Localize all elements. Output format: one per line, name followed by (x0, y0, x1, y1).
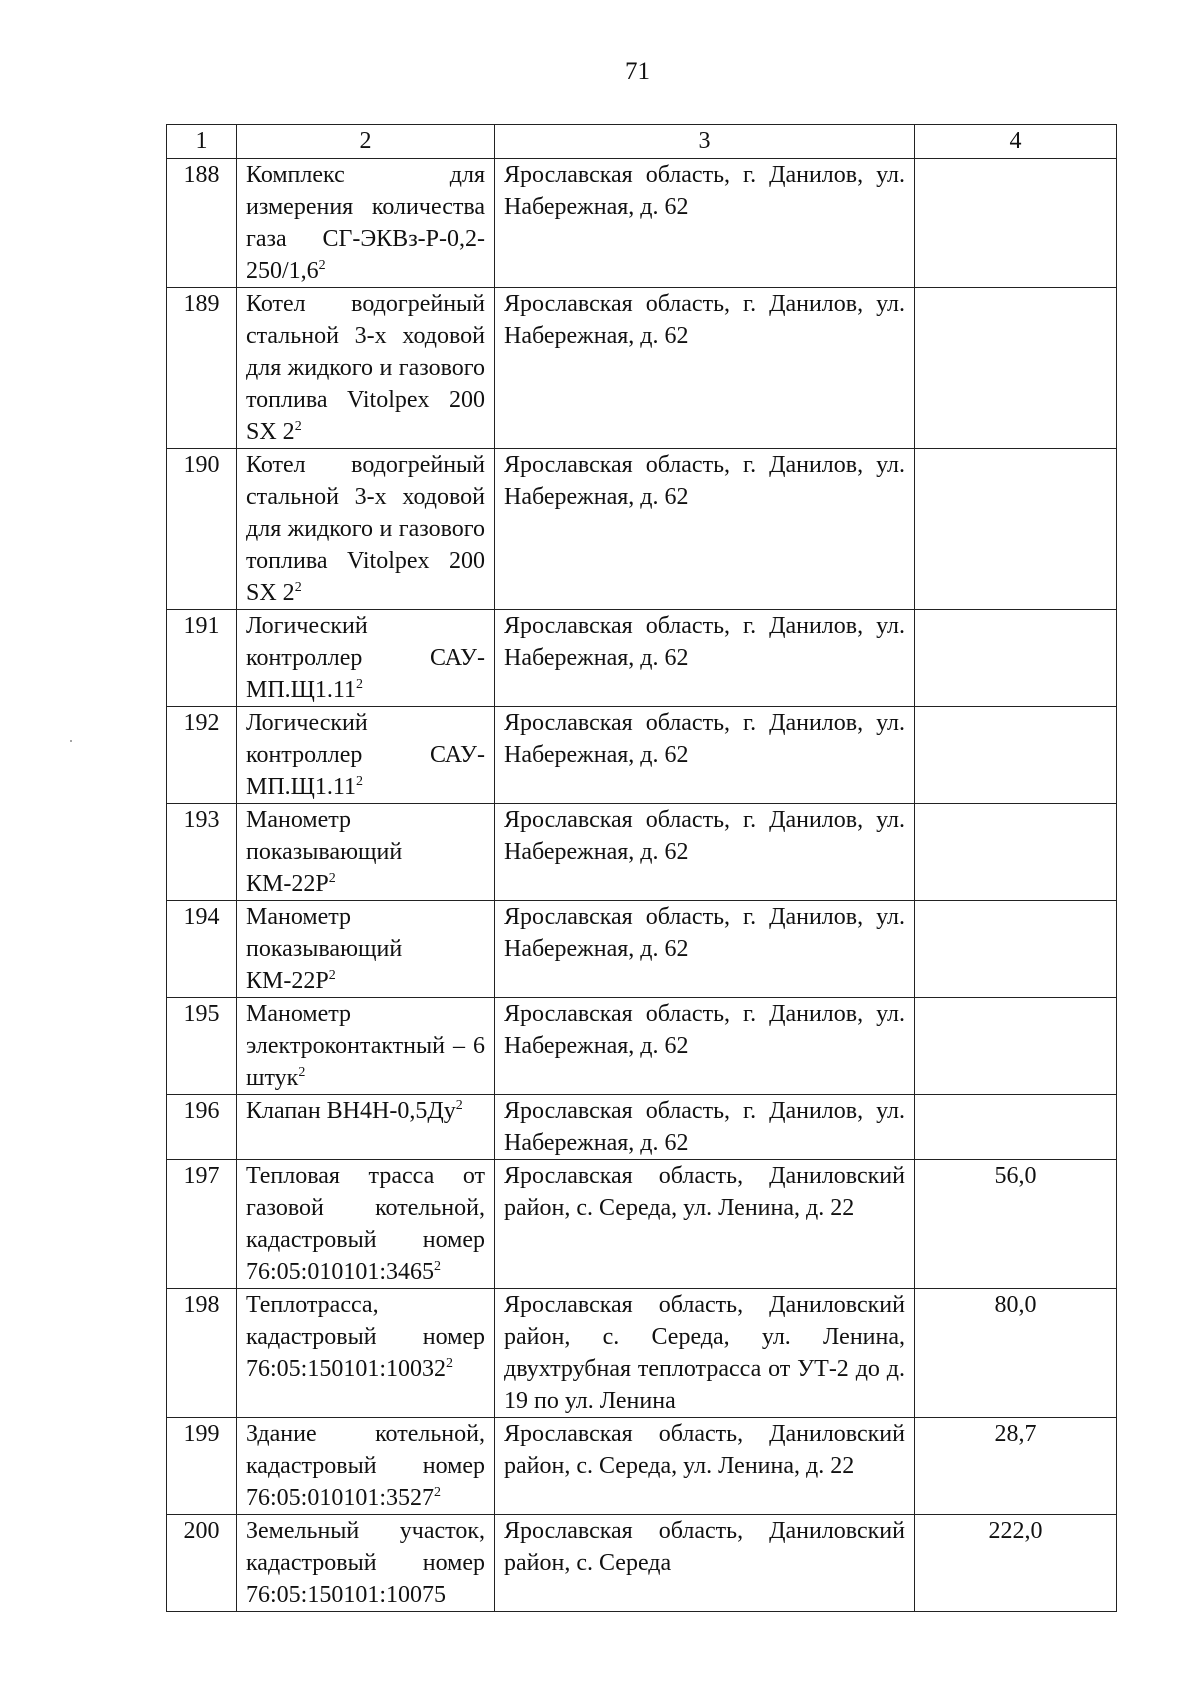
address-cell: Ярославская область, г. Данилов, ул. Набережная, д. 62 (495, 901, 915, 998)
address-cell: Ярославская область, г. Данилов, ул. Набережная, д. 62 (495, 707, 915, 804)
object-name-cell (237, 288, 495, 449)
object-name: Логический контроллер САУ-МП.Щ1.11 (246, 613, 485, 703)
object-name-cell (237, 1289, 495, 1418)
column-header-1: 1 (167, 125, 237, 159)
table-row (167, 159, 1117, 288)
address-cell: Ярославская область, г. Данилов, ул. Набережная, д. 62 (495, 610, 915, 707)
object-name: Манометр показывающий КМ-22Р (246, 904, 403, 994)
object-name-cell (237, 707, 495, 804)
object-name-cell (237, 1160, 495, 1289)
table-row (167, 1095, 1117, 1160)
address-cell: Ярославская область, г. Данилов, ул. Набережная, д. 62 (495, 1095, 915, 1160)
address-cell: Ярославская область, Даниловский район, с. Середа (495, 1515, 915, 1612)
object-name: Тепловая трасса от газовой котельной, кадастровый номер 76:05:010101:3465 (246, 1163, 485, 1285)
row-number: 190 (167, 449, 237, 610)
row-number: 195 (167, 998, 237, 1095)
row-number: 191 (167, 610, 237, 707)
object-name: Котел водогрейный стальной 3-х ходовой для жидкого и газового топлива Vitolpex 200 SX 2 (246, 291, 485, 445)
object-name-cell (237, 449, 495, 610)
object-name: Котел водогрейный стальной 3-х ходовой для жидкого и газового топлива Vitolpex 200 SX 2 (246, 452, 485, 606)
address-cell: Ярославская область, г. Данилов, ул. Набережная, д. 62 (495, 288, 915, 449)
value-cell: 28,7 (915, 1418, 1117, 1515)
table-row (167, 707, 1117, 804)
address-cell: Ярославская область, Даниловский район, с. Середа, ул. Ленина, д. 22 (495, 1418, 915, 1515)
table-row (167, 288, 1117, 449)
footnote-marker: 2 (446, 1356, 454, 1371)
footnote-marker: 2 (434, 1259, 442, 1274)
address-cell: Ярославская область, Даниловский район, с. Середа, ул. Ленина, д. 22 (495, 1160, 915, 1289)
row-number: 188 (167, 159, 237, 288)
object-name: Теплотрасса, кадастровый номер 76:05:150101:10032 (246, 1292, 485, 1382)
page-number: 71 (625, 58, 650, 85)
table-row (167, 1418, 1117, 1515)
object-name: Логический контроллер САУ-МП.Щ1.11 (246, 710, 485, 800)
value-cell (915, 998, 1117, 1095)
scan-artifact (70, 740, 72, 742)
value-cell (915, 1095, 1117, 1160)
object-name-cell (237, 1418, 495, 1515)
table-row (167, 1289, 1117, 1418)
object-name: Манометр электроконтактный – 6 штук (246, 1001, 485, 1091)
table-row (167, 1515, 1117, 1612)
value-cell: 222,0 (915, 1515, 1117, 1612)
value-cell (915, 288, 1117, 449)
object-name-cell (237, 610, 495, 707)
row-number: 199 (167, 1418, 237, 1515)
row-number: 189 (167, 288, 237, 449)
column-header-3: 3 (495, 125, 915, 159)
object-name: Здание котельной, кадастровый номер 76:05:010101:3527 (246, 1421, 485, 1511)
table-row (167, 998, 1117, 1095)
address-cell: Ярославская область, г. Данилов, ул. Набережная, д. 62 (495, 804, 915, 901)
value-cell (915, 804, 1117, 901)
column-header-4: 4 (915, 125, 1117, 159)
address-cell: Ярославская область, г. Данилов, ул. Набережная, д. 62 (495, 449, 915, 610)
row-number: 194 (167, 901, 237, 998)
object-name: Земельный участок, кадастровый номер 76:05:150101:10075 (246, 1518, 485, 1608)
address-cell: Ярославская область, г. Данилов, ул. Набережная, д. 62 (495, 159, 915, 288)
footnote-marker: 2 (455, 1098, 463, 1113)
object-name-cell (237, 998, 495, 1095)
object-name-cell (237, 1515, 495, 1612)
object-name: Клапан ВН4Н-0,5Ду (246, 1098, 456, 1124)
row-number: 192 (167, 707, 237, 804)
row-number: 197 (167, 1160, 237, 1289)
table-row (167, 449, 1117, 610)
row-number: 196 (167, 1095, 237, 1160)
row-number: 193 (167, 804, 237, 901)
footnote-marker: 2 (294, 580, 302, 595)
footnote-marker: 2 (356, 677, 363, 692)
footnote-marker: 2 (328, 871, 336, 886)
column-header-2: 2 (237, 125, 495, 159)
value-cell: 56,0 (915, 1160, 1117, 1289)
address-cell: Ярославская область, г. Данилов, ул. Набережная, д. 62 (495, 998, 915, 1095)
object-name-cell (237, 1095, 495, 1160)
footnote-marker: 2 (434, 1485, 442, 1500)
object-name-cell (237, 804, 495, 901)
footnote-marker: 2 (298, 1065, 306, 1080)
row-number: 200 (167, 1515, 237, 1612)
table-row (167, 804, 1117, 901)
table-row (167, 901, 1117, 998)
value-cell (915, 159, 1117, 288)
address-cell: Ярославская область, Даниловский район, с. Середа, ул. Ленина, двухтрубная теплотрасса от УТ-2 до д. 19 по ул. Ленина (495, 1289, 915, 1418)
object-name: Комплекс для измерения количества газа СГ-ЭКВз-Р-0,2-250/1,6 (246, 162, 485, 284)
table-row (167, 1160, 1117, 1289)
value-cell (915, 707, 1117, 804)
footnote-marker: 2 (356, 774, 363, 789)
table-row (167, 610, 1117, 707)
value-cell (915, 610, 1117, 707)
value-cell: 80,0 (915, 1289, 1117, 1418)
row-number: 198 (167, 1289, 237, 1418)
footnote-marker: 2 (294, 419, 302, 434)
object-name-cell (237, 901, 495, 998)
footnote-marker: 2 (318, 258, 326, 273)
table-header-row (167, 125, 1117, 159)
object-name: Манометр показывающий КМ-22Р (246, 807, 403, 897)
value-cell (915, 449, 1117, 610)
footnote-marker: 2 (328, 968, 336, 983)
property-table (166, 124, 1117, 1612)
value-cell (915, 901, 1117, 998)
object-name-cell (237, 159, 495, 288)
